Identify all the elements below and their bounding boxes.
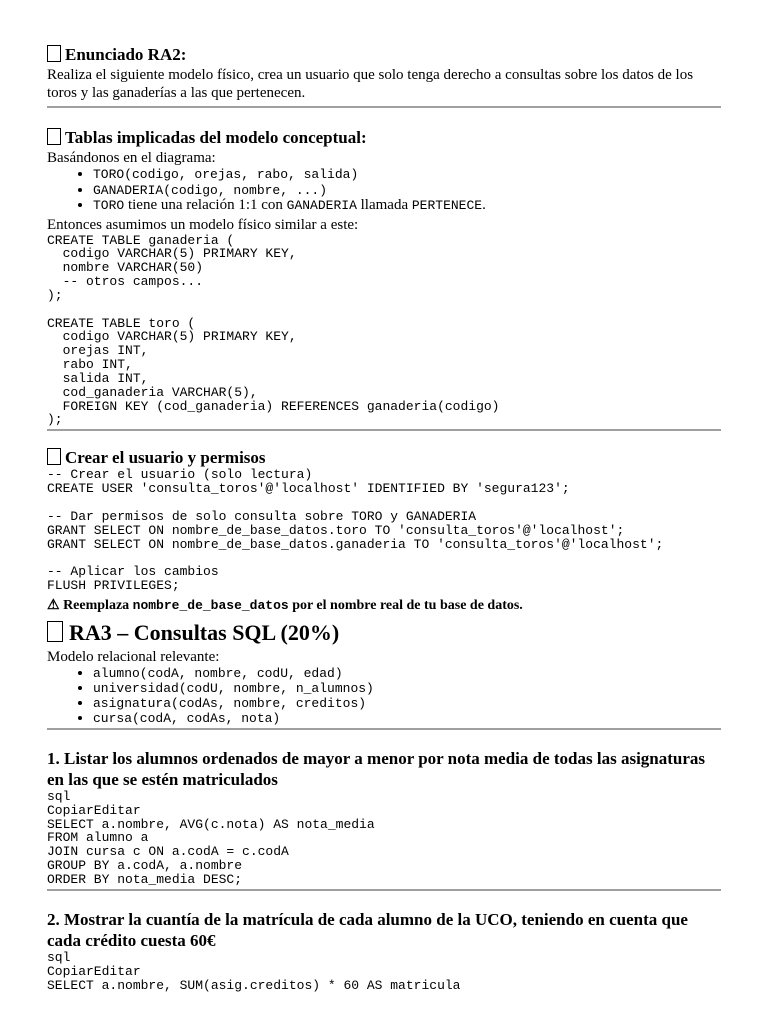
user-heading: Crear el usuario y permisos (47, 447, 721, 468)
ra2-intro: Realiza el siguiente modelo físico, crea un usuario que solo tenga derecho a consultas sobre los datos de los toros y las ganaderías a las que pertenecen. (47, 67, 694, 101)
list-item: • alumno(codA, nombre, codU, edad) (93, 666, 721, 681)
list-item: • TORO tiene una relación 1:1 con GANADERIA llamada PERTENECE. (93, 198, 721, 214)
create-tables-code: CREATE TABLE ganaderia ( codigo VARCHAR(5) PRIMARY KEY, nombre VARCHAR(50) -- otros campos... ); CREATE TABLE toro ( codigo VARCHAR(5) PRIMARY KEY, orejas INT, rabo INT, salida INT, cod_ganaderia VARCHAR(5), FOREIGN KEY (cod_ganaderia) REFERENCES ganaderia(codigo) ); (47, 232, 500, 428)
tables-lead: Basándonos en el diagrama: (47, 150, 216, 166)
missing-glyph-icon (47, 128, 61, 145)
warning-icon: ⚠ (47, 597, 60, 613)
q2-code: sql CopiarEditar SELECT a.nombre, SUM(asig.creditos) * 60 AS matricula (47, 949, 461, 993)
q1-heading: 1. Listar los alumnos ordenados de mayor a menor por nota media de todas las asignaturas en las que se estén matriculados (47, 748, 706, 789)
list-item: • asignatura(codAs, nombre, creditos) (93, 696, 721, 711)
list-item: • universidad(codU, nombre, n_alumnos) (93, 681, 721, 696)
tables-list (47, 167, 721, 214)
replace-warning: ⚠ Reemplaza nombre_de_base_datos por el nombre real de tu base de datos. (47, 597, 523, 613)
list-item: • GANADERIA(codigo, nombre, ...) (93, 183, 721, 199)
model-lead: Entonces asumimos un modelo físico similar a este: (47, 216, 359, 233)
missing-glyph-icon (47, 45, 61, 62)
q1-code: sql CopiarEditar SELECT a.nombre, AVG(c.nota) AS nota_media FROM alumno a JOIN cursa c ON a.codA = c.codA GROUP BY a.codA, a.nombre ORDER BY nota_media DESC; (47, 788, 375, 887)
list-item: • cursa(codA, codAs, nota) (93, 711, 721, 726)
tables-heading: Tablas implicadas del modelo conceptual: (47, 127, 721, 148)
ra3-list (47, 666, 721, 726)
q2-heading: 2. Mostrar la cuantía de la matrícula de cada alumno de la UCO, teniendo en cuenta que cada crédito cuesta 60€ (47, 909, 688, 950)
list-item: • TORO(codigo, orejas, rabo, salida) (93, 167, 721, 183)
missing-glyph-icon (47, 621, 63, 642)
ra3-lead: Modelo relacional relevante: (47, 648, 220, 665)
ra2-heading: Enunciado RA2: (47, 44, 721, 65)
missing-glyph-icon (47, 448, 61, 465)
ra3-heading: RA3 – Consultas SQL (20%) (47, 619, 721, 647)
user-code: -- Crear el usuario (solo lectura) CREATE USER 'consulta_toros'@'localhost' IDENTIFIED BY 'segura123'; -- Dar permisos de solo consulta sobre TORO y GANADERIA GRANT SELECT ON nombre_de_base_datos.toro TO 'consulta_toros'@'localhost'; GRANT SELECT ON nombre_de_base_datos.ganaderia TO 'consulta_toros'@'localhost'; -- Aplicar los cambios FLUSH PRIVILEGES; (47, 467, 664, 594)
